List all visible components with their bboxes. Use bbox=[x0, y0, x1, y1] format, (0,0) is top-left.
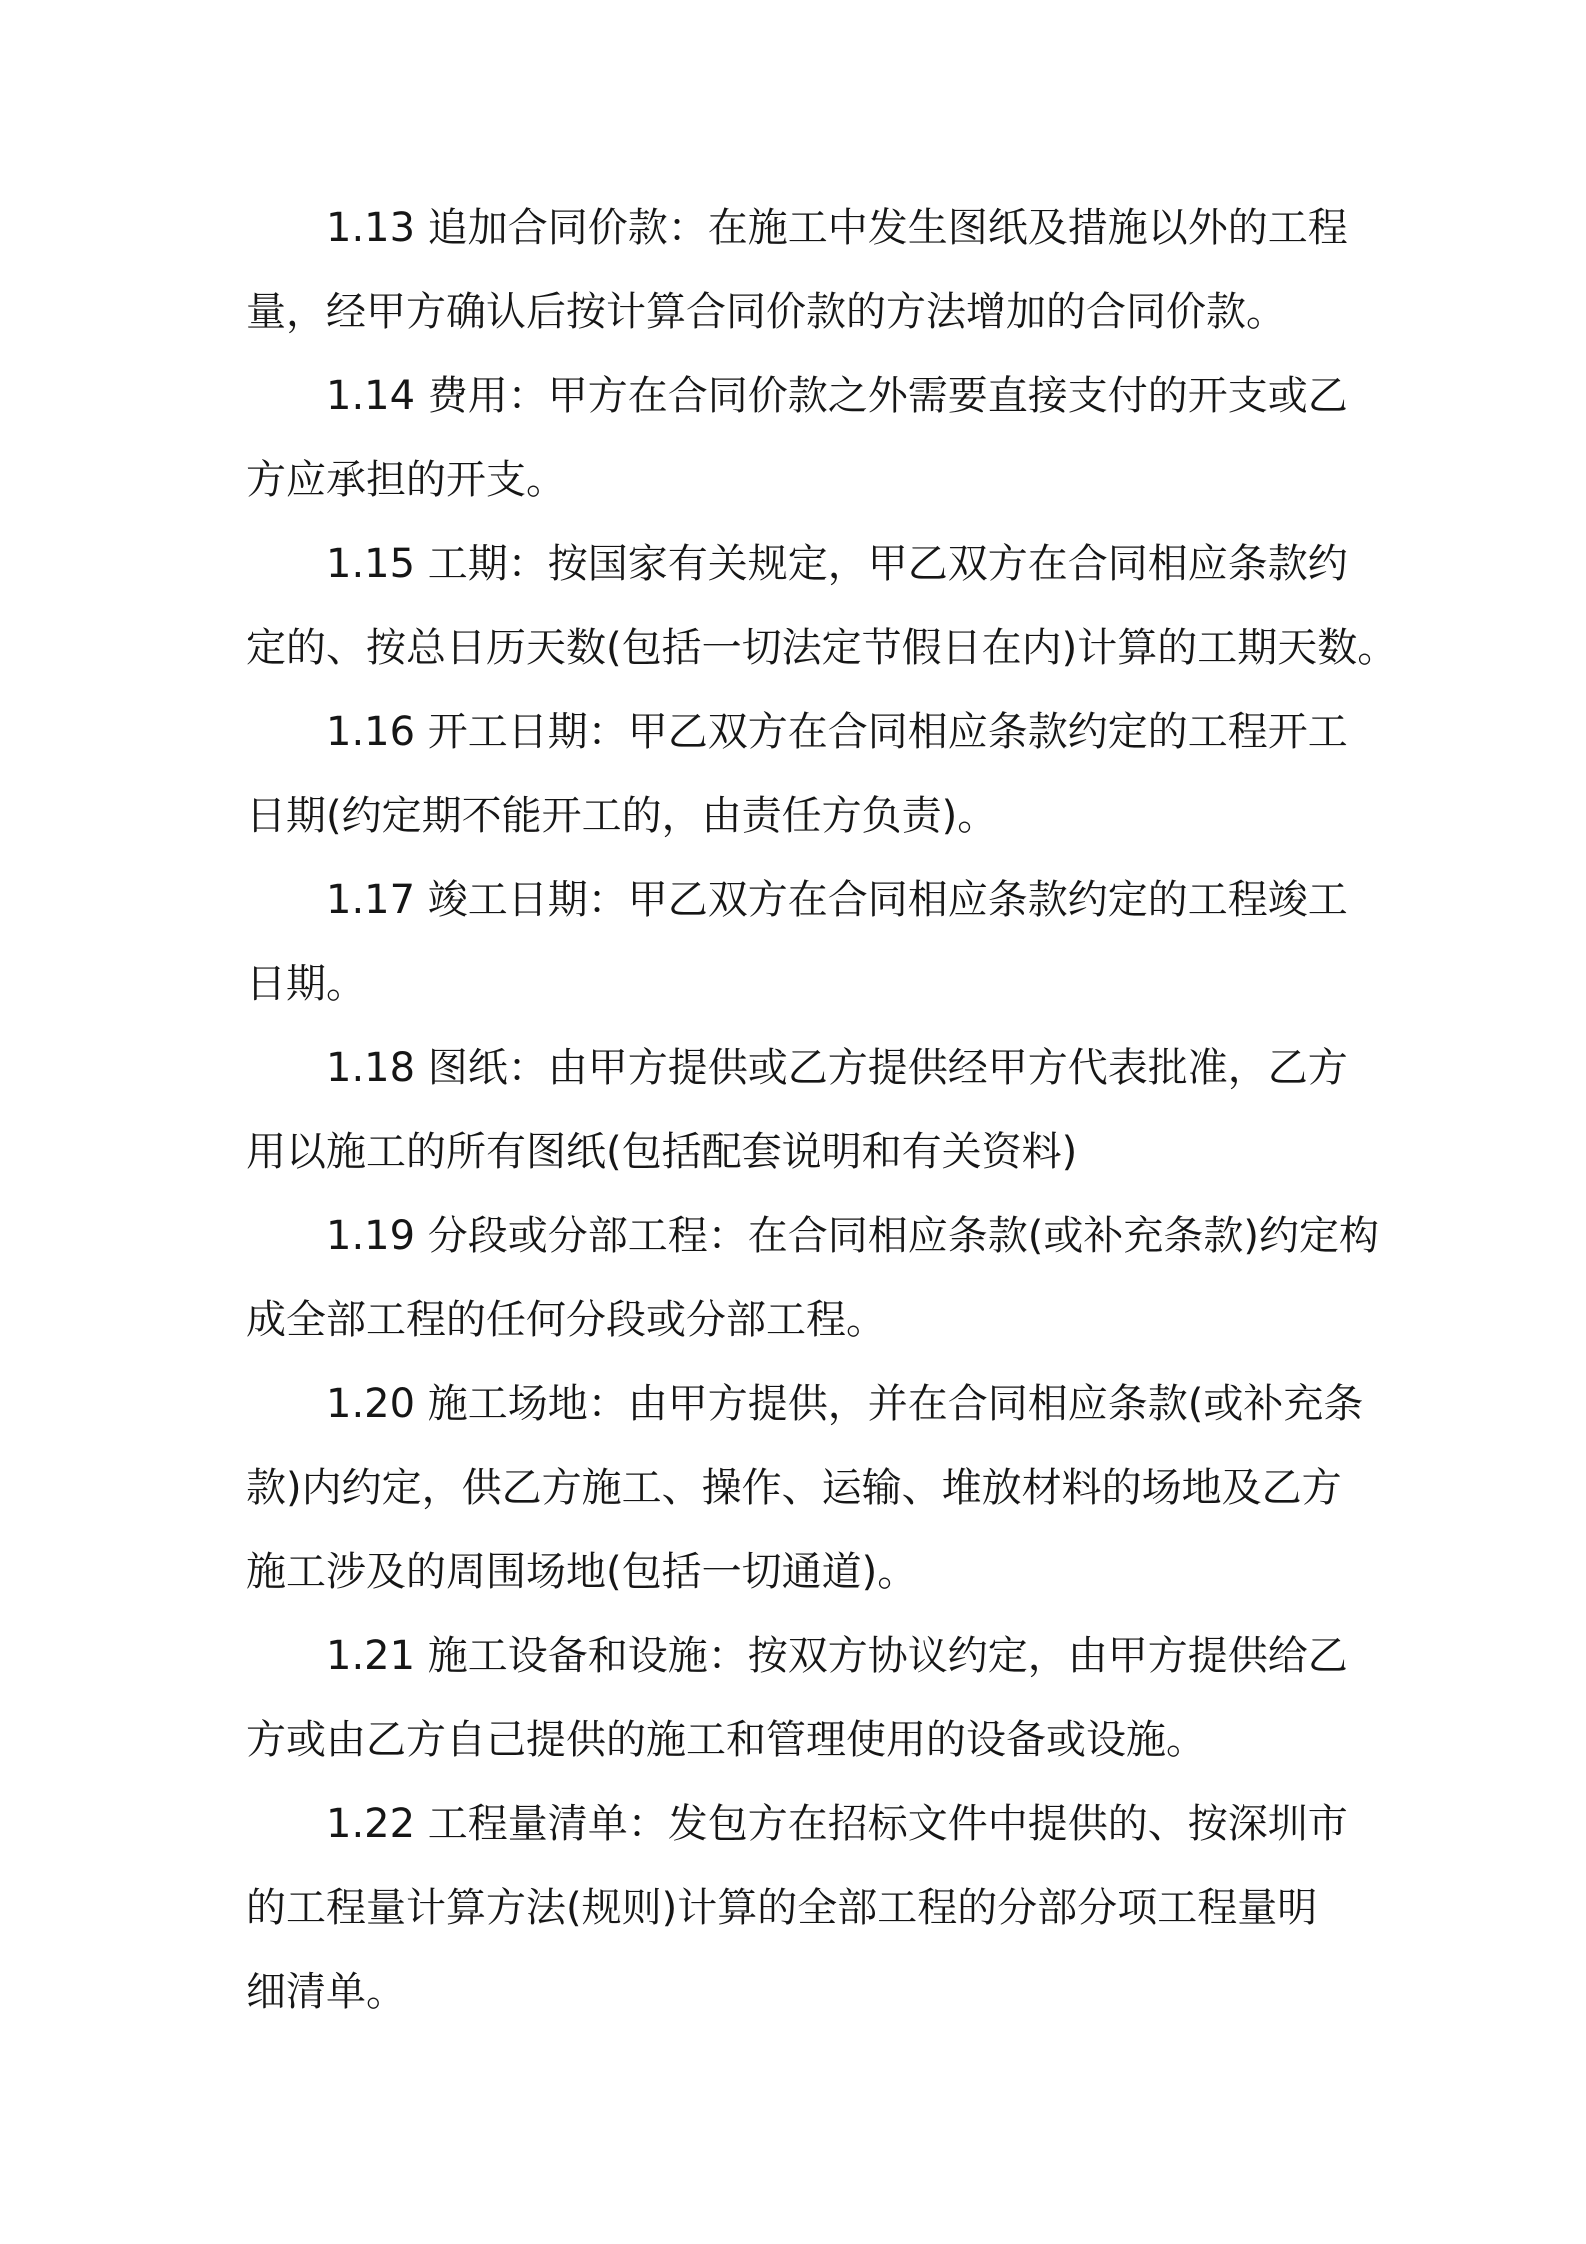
clause-line: 量，经甲方确认后按计算合同价款的方法增加的合同价款。 bbox=[246, 289, 1286, 335]
clause-line: 款)内约定，供乙方施工、操作、运输、堆放材料的场地及乙方 bbox=[246, 1465, 1342, 1511]
clause-line: 1.21 施工设备和设施：按双方协议约定，由甲方提供给乙 bbox=[326, 1633, 1348, 1679]
clause-line: 细清单。 bbox=[246, 1969, 406, 2015]
clause-1-15 bbox=[246, 522, 1398, 690]
clause-line: 1.19 分段或分部工程：在合同相应条款(或补充条款)约定构 bbox=[326, 1213, 1379, 1259]
clause-1-21 bbox=[246, 1614, 1356, 1782]
clause-line: 1.22 工程量清单：发包方在招标文件中提供的、按深圳市 bbox=[326, 1801, 1348, 1847]
clause-1-22 bbox=[246, 1782, 1356, 2034]
clause-1-16 bbox=[246, 690, 1356, 858]
clause-line: 的工程量计算方法(规则)计算的全部工程的分部分项工程量明 bbox=[246, 1885, 1318, 1931]
clause-1-20 bbox=[246, 1362, 1364, 1614]
clause-1-14 bbox=[246, 354, 1356, 522]
clause-line: 施工涉及的周围场地(包括一切通道)。 bbox=[246, 1549, 918, 1595]
clause-line: 成全部工程的任何分段或分部工程。 bbox=[246, 1297, 886, 1343]
clause-list bbox=[246, 186, 1398, 2034]
clause-line: 1.17 竣工日期：甲乙双方在合同相应条款约定的工程竣工 bbox=[326, 877, 1348, 923]
clause-line: 1.18 图纸：由甲方提供或乙方提供经甲方代表批准，乙方 bbox=[326, 1045, 1348, 1091]
clause-line: 用以施工的所有图纸(包括配套说明和有关资料) bbox=[246, 1129, 1078, 1175]
clause-1-17 bbox=[246, 858, 1356, 1026]
clause-line: 日期(约定期不能开工的，由责任方负责)。 bbox=[246, 793, 998, 839]
clause-line: 1.13 追加合同价款：在施工中发生图纸及措施以外的工程 bbox=[326, 205, 1348, 251]
clause-1-19 bbox=[246, 1194, 1379, 1362]
clause-line: 1.16 开工日期：甲乙双方在合同相应条款约定的工程开工 bbox=[326, 709, 1348, 755]
clause-1-18 bbox=[246, 1026, 1356, 1194]
clause-line: 1.14 费用：甲方在合同价款之外需要直接支付的开支或乙 bbox=[326, 373, 1348, 419]
clause-line: 方或由乙方自己提供的施工和管理使用的设备或设施。 bbox=[246, 1717, 1206, 1763]
clause-line: 日期。 bbox=[246, 961, 366, 1007]
clause-1-13 bbox=[246, 186, 1356, 354]
clause-line: 定的、按总日历天数(包括一切法定节假日在内)计算的工期天数。 bbox=[246, 625, 1398, 671]
clause-line: 1.15 工期：按国家有关规定，甲乙双方在合同相应条款约 bbox=[326, 541, 1348, 587]
clause-line: 1.20 施工场地：由甲方提供，并在合同相应条款(或补充条 bbox=[326, 1381, 1364, 1427]
clause-line: 方应承担的开支。 bbox=[246, 457, 566, 503]
